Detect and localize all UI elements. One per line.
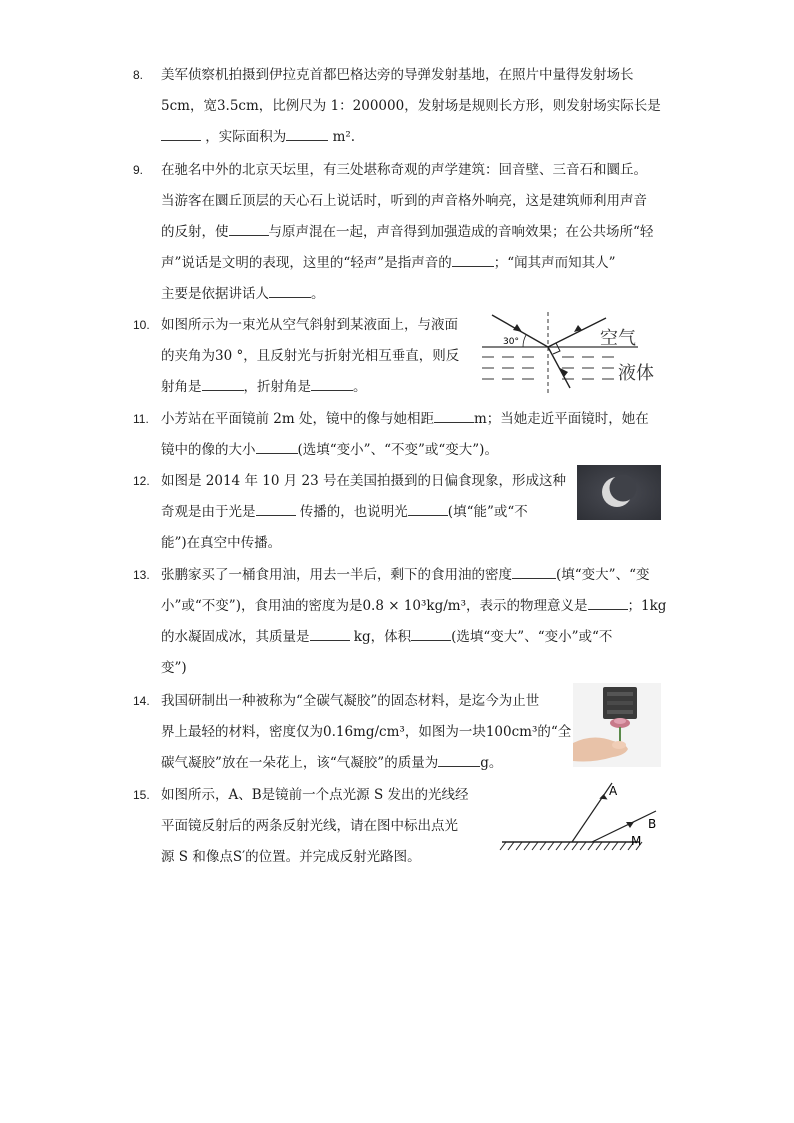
question-text-line: 5cm，宽3.5cm，比例尺为 1：200000，发射场是规则长方形，则发射场实际长是 [161,98,661,114]
answer-blank[interactable] [311,376,353,391]
answer-blank[interactable] [286,126,328,141]
question-text-line: 美军侦察机拍摄到伊拉克首都巴格达旁的导弹发射基地，在照片中量得发射场长 [161,67,634,83]
answer-blank[interactable] [408,501,448,516]
answer-blank[interactable] [310,626,350,641]
incident-arrow [513,324,522,332]
answer-blank[interactable] [512,564,556,579]
question-number: 9. [133,163,144,177]
mirror-reflection-diagram [498,778,678,858]
answer-blank[interactable] [202,376,244,391]
question-text-line: 界上最轻的材料，密度仅为0.16mg/cm³，如图为一块100cm³的“全 [161,724,572,740]
question-number: 8. [133,68,144,82]
question-text-line: 如图所示为一束光从空气斜射到某液面上，与液面 [161,317,458,333]
aerogel-photo [573,683,661,767]
refraction-diagram [478,310,668,396]
reflected-ray-a [572,783,612,842]
question-number: 11. [133,412,149,426]
air-label: 空气 [600,328,636,349]
answer-blank[interactable] [269,283,311,298]
angle-label: 30° [503,337,519,347]
answer-blank[interactable] [588,595,628,610]
mirror-hatching [500,842,642,850]
question-text-line: 当游客在圜丘顶层的天心石上说话时，听到的声音格外响亮，这是建筑师利用声音 [161,193,647,209]
label-a: A [609,784,618,798]
question-text-line: 如图所示，A、B是镜前一个点光源 S 发出的光线经 [161,787,469,803]
answer-blank[interactable] [229,221,269,236]
question-number: 15. [133,788,150,802]
answer-blank[interactable] [438,752,480,767]
answer-blank[interactable] [161,126,201,141]
question-text-line: 变”) [161,660,187,676]
answer-blank[interactable] [256,501,296,516]
question-9: 9. 在驰名中外的北京天坛里，有三处堪称奇观的声学建筑：回音壁、三音石和圜丘。 当游客在圜丘顶层的天心石上说话时，听到的声音格外响亮，这是建筑师利用声音 的反射，使 与原声混在一起，声音得到加强造成的音响效果；在公共场所“轻 声”说话是文明的表现，这里的“轻声”是指声音的 ；“闻其声而知其人” 主要是依据讲话人 。 [133,155,673,310]
question-text-line: 平面镜反射后的两条反射光线，请在图中标出点光 [161,818,458,834]
question-text-line: 源 S 和像点S′的位置。并完成反射光路图。 [161,849,421,865]
answer-blank[interactable] [411,626,451,641]
answer-blank[interactable] [256,439,298,454]
label-m: M [631,834,642,848]
question-text-line: 如图是 2014 年 10 月 23 号在美国拍摄到的日偏食现象，形成这种 [161,473,566,489]
question-number: 14. [133,694,150,708]
question-13: 13. 张鹏家买了一桶食用油，用去一半后，剩下的食用油的密度 (填“变大”、“变 小”或“不变”)，食用油的密度为是0.8 × 10³kg/m³，表示的物理意义是 ；1kg 的水凝固成冰，其质量是 kg，体积 (选填“变大”、“变小”或“不 变”) [133,560,673,684]
question-number: 13. [133,568,150,582]
refraction-diagram-svg [478,310,668,396]
label-b: B [648,817,657,831]
question-8: 8. 美军侦察机拍摄到伊拉克首都巴格达旁的导弹发射基地，在照片中量得发射场长 5cm，宽3.5cm，比例尺为 1：200000，发射场是规则长方形，则发射场实际长是 ，实际面积为 m². [133,60,673,153]
liquid-label: 液体 [618,363,654,384]
question-text-line: 的夹角为30 °，且反射光与折射光相互垂直，则反 [161,348,460,364]
question-10: 10. 如图所示为一束光从空气斜射到某液面上，与液面 的夹角为30 °，且反射光与折射光相互垂直，则反 射角是 ，折射角是 。 [133,310,673,403]
angle-arc [523,335,526,347]
question-text-line: 我国研制出一种被称为“全碳气凝胶”的固态材料，是迄今为止世 [161,693,540,709]
question-11: 11. 小芳站在平面镜前 2m 处，镜中的像与她相距 m；当她走近平面镜时，她在 镜中的像的大小 (选填“变小”、“不变”或“变大”)。 [133,404,673,466]
reflected-ray [548,318,606,347]
question-14: 14. 我国研制出一种被称为“全碳气凝胶”的固态材料，是迄今为止世 界上最轻的材料，密度仅为0.16mg/cm³，如图为一块100cm³的“全 碳气凝胶”放在一朵花上，该“气凝胶”的质量为 g。 [133,686,673,779]
answer-blank[interactable] [434,408,474,423]
eclipse-photo [577,465,661,520]
question-number: 10. [133,318,150,332]
question-text-line: 在驰名中外的北京天坛里，有三处堪称奇观的声学建筑：回音壁、三音石和圜丘。 [161,162,647,178]
moon-shadow [610,475,637,502]
answer-blank[interactable] [452,252,494,267]
reflected-ray-b [592,811,656,842]
question-12: 12. 如图是 2014 年 10 月 23 号在美国拍摄到的日偏食现象，形成这种 奇观是由于光是 传播的，也说明光 (填“能”或“不 能”)在真空中传播。 [133,466,673,559]
question-number: 12. [133,474,150,488]
question-text-line: 能”)在真空中传播。 [161,535,282,551]
